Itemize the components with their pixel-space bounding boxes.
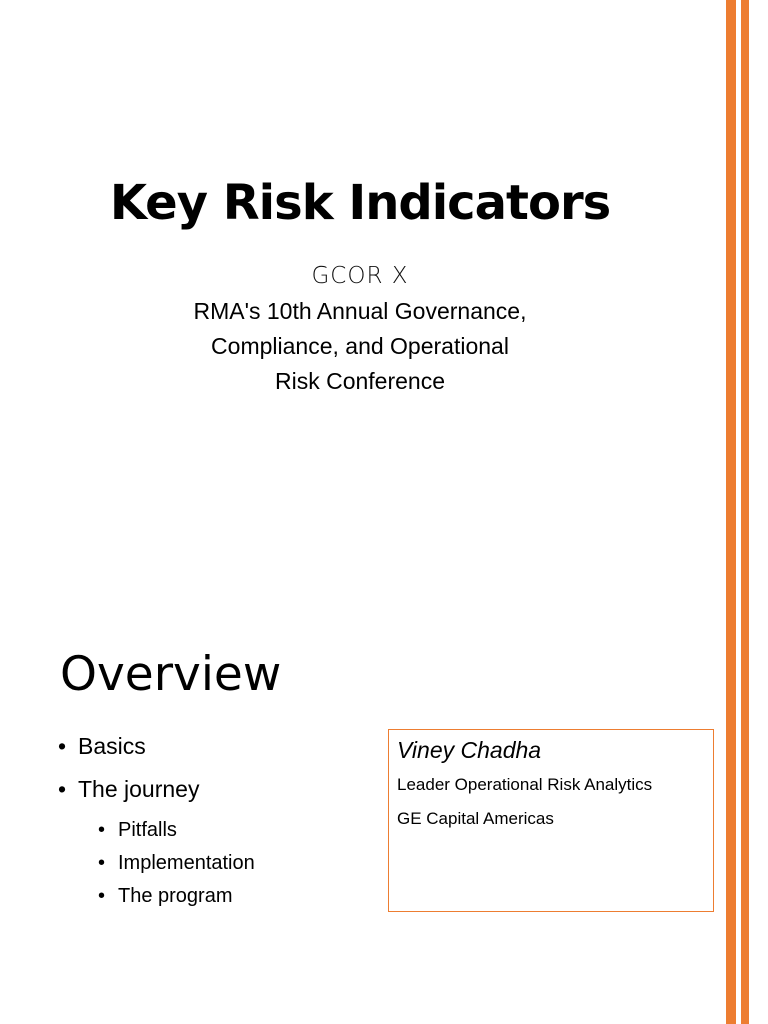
topic-list: [58, 730, 378, 915]
list-item: [58, 773, 378, 805]
accent-stripe-left: [726, 0, 736, 1024]
list-item: [98, 849, 378, 877]
bullet-icon: •: [58, 776, 67, 802]
slide-subtitle: GCOR X: [311, 263, 409, 289]
speaker-company: GE Capital Americas: [397, 809, 554, 828]
slide-title: Key Risk Indicators: [109, 175, 611, 231]
list-item: [58, 730, 378, 762]
bullet-icon: •: [98, 885, 106, 907]
subtopic-label: The program: [118, 885, 233, 907]
subtopic-label: Pitfalls: [118, 819, 177, 841]
topic-label: Basics: [78, 733, 146, 759]
speaker-name: Viney Chadha: [397, 737, 542, 763]
topic-label: The journey: [78, 776, 200, 802]
speaker-role: Leader Operational Risk Analytics: [397, 775, 653, 794]
subtopic-label: Implementation: [118, 852, 255, 874]
bullet-icon: •: [98, 852, 106, 874]
conference-line: RMA's 10th Annual Governance,: [193, 298, 527, 324]
bullet-icon: •: [58, 733, 67, 759]
bullet-icon: •: [98, 819, 106, 841]
speaker-box: [388, 729, 714, 912]
accent-stripe-right: [741, 0, 749, 1024]
conference-line: Compliance, and Operational: [211, 333, 509, 359]
list-item: [98, 882, 378, 910]
list-item: [98, 816, 378, 844]
conference-name: [60, 294, 660, 399]
overview-heading: Overview: [60, 647, 282, 702]
conference-line: Risk Conference: [274, 368, 446, 394]
